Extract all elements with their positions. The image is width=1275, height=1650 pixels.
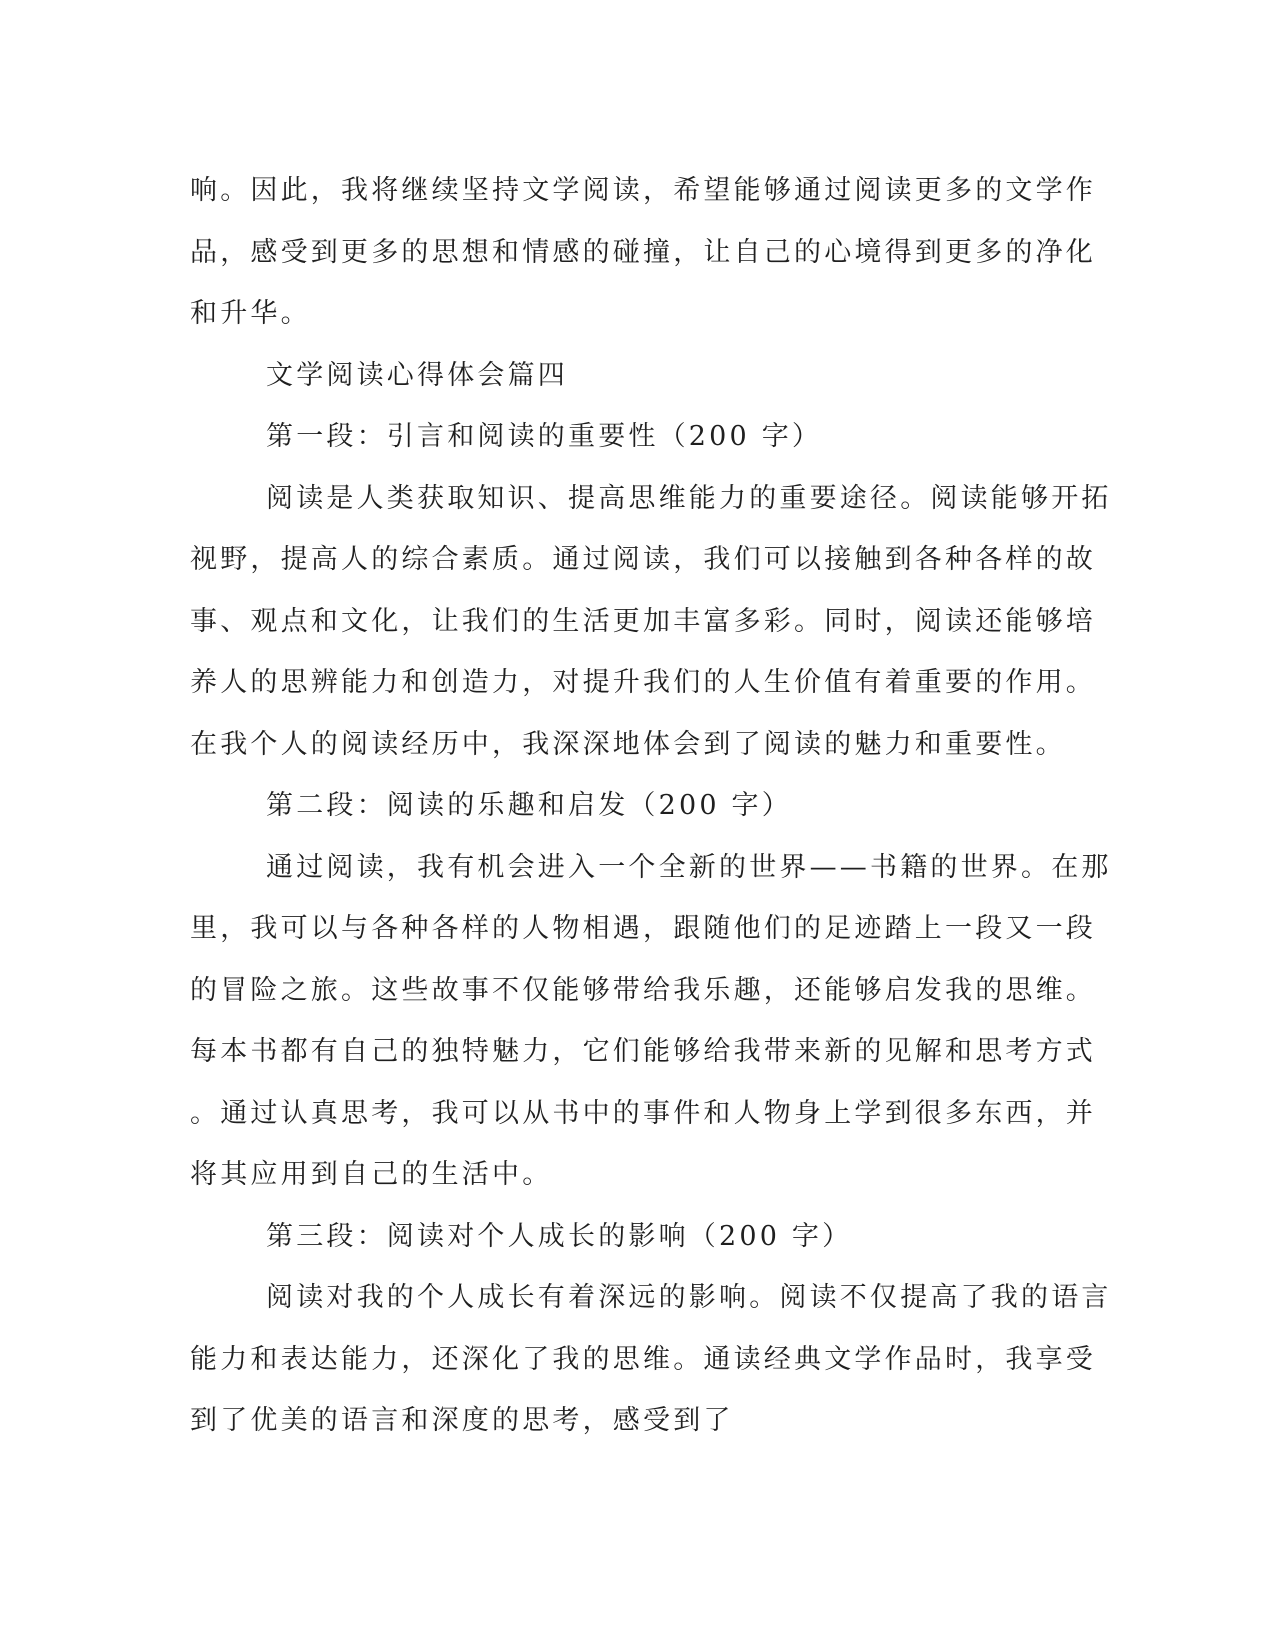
text-line: 阅读对我的个人成长有着深远的影响。阅读不仅提高了我的语言	[266, 1282, 1112, 1313]
text-line: 通过阅读，我有机会进入一个全新的世界——书籍的世界。在那	[266, 851, 1112, 883]
section-title: 文学阅读心得体会篇四	[266, 359, 568, 391]
text-line: 里，我可以与各种各样的人物相遇，跟随他们的足迹踏上一段又一段	[190, 913, 1096, 944]
paragraph-heading: 第一段：引言和阅读的重要性（200 字）	[266, 421, 823, 452]
text-line: 视野，提高人的综合素质。通过阅读，我们可以接触到各种各样的故	[190, 544, 1096, 575]
text-line: 事、观点和文化，让我们的生活更加丰富多彩。同时，阅读还能够培	[190, 605, 1096, 637]
text-line: 每本书都有自己的独特魅力，它们能够给我带来新的见解和思考方式	[190, 1036, 1096, 1067]
text-line: 品，感受到更多的思想和情感的碰撞，让自己的心境得到更多的净化	[190, 236, 1096, 268]
text-line: 响。因此，我将继续坚持文学阅读，希望能够通过阅读更多的文学作	[190, 175, 1096, 206]
text-line: 能力和表达能力，还深化了我的思维。通读经典文学作品时，我享受	[190, 1343, 1096, 1375]
paragraph-heading: 第二段：阅读的乐趣和启发（200 字）	[266, 790, 792, 821]
document-body	[190, 160, 1112, 1452]
text-line: 在我个人的阅读经历中，我深深地体会到了阅读的魅力和重要性。	[190, 728, 1066, 760]
text-line: 养人的思辨能力和创造力，对提升我们的人生价值有着重要的作用。	[190, 667, 1096, 698]
text-line: 将其应用到自己的生活中。	[190, 1159, 553, 1190]
text-line: 阅读是人类获取知识、提高思维能力的重要途径。阅读能够开拓	[266, 482, 1112, 514]
text-line: 。通过认真思考，我可以从书中的事件和人物身上学到很多东西，并	[190, 1097, 1096, 1129]
text-line: 和升华。	[190, 298, 311, 329]
text-line: 的冒险之旅。这些故事不仅能够带给我乐趣，还能够启发我的思维。	[190, 974, 1096, 1006]
text-line: 到了优美的语言和深度的思考，感受到了	[190, 1405, 734, 1436]
paragraph-heading: 第三段：阅读对个人成长的影响（200 字）	[266, 1220, 853, 1252]
